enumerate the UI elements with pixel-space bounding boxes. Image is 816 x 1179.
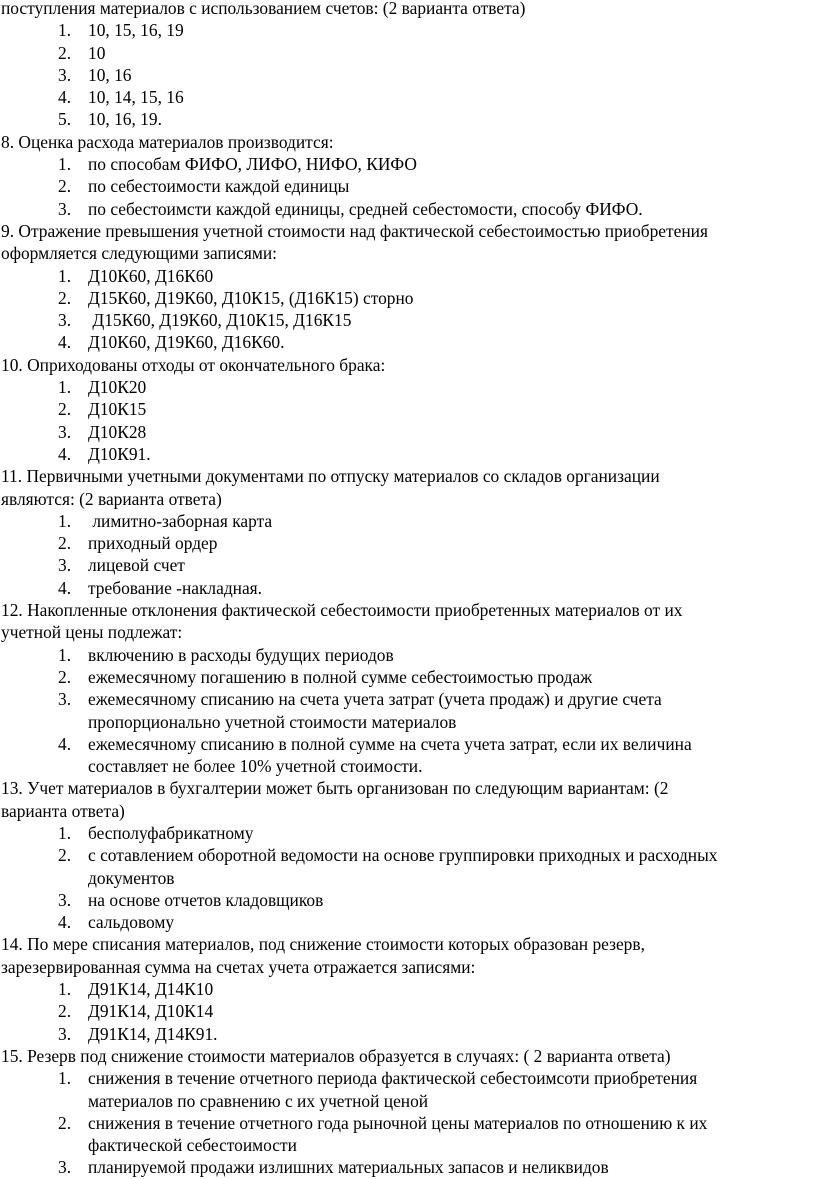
answer-option-text: планируемой продажи излишних материальных запасов и неликвидов xyxy=(88,1157,609,1178)
answer-option-number: 4. xyxy=(58,912,72,933)
answer-option-text: ежемесячному списанию в полной сумме на счета учета затрат, если их величина xyxy=(88,733,692,754)
answer-option-number: 2. xyxy=(58,42,72,63)
answer-option xyxy=(0,978,816,1000)
answer-option-text: 10 xyxy=(88,42,106,63)
answer-option-number: 3. xyxy=(58,555,72,576)
answer-option xyxy=(0,889,816,911)
answer-option-number: 3. xyxy=(58,64,72,85)
answer-option xyxy=(0,510,816,532)
answer-option-number: 2. xyxy=(58,533,72,554)
answer-option-continuation: документов xyxy=(88,867,175,888)
answer-option-number: 1. xyxy=(58,154,72,175)
answer-option xyxy=(0,265,816,287)
answer-option-number: 3. xyxy=(58,889,72,910)
answer-option-text: снижения в течение отчетного периода фактической себестоимсоти приобретения xyxy=(88,1068,698,1089)
question-text: поступления материалов с использованием счетов: (2 варианта ответа) xyxy=(1,0,526,18)
answer-option xyxy=(0,64,816,86)
answer-option-number: 3. xyxy=(58,421,72,442)
answer-option xyxy=(0,19,816,41)
answer-option xyxy=(0,331,816,353)
answer-option-text: по себестоимсти каждой единицы, средней себестомости, способу ФИФО. xyxy=(88,198,643,219)
question-text: учетной цены подлежат: xyxy=(1,622,183,643)
answer-option-number: 3. xyxy=(58,1023,72,1044)
answer-option-text: бесполуфабрикатному xyxy=(88,822,254,843)
answer-option xyxy=(0,911,816,933)
answer-option-number: 1. xyxy=(58,979,72,1000)
answer-option-text: приходный ордер xyxy=(88,533,218,554)
answer-option-text: Д10К20 xyxy=(88,377,147,398)
answer-option-number: 2. xyxy=(58,399,72,420)
answer-option-number: 4. xyxy=(58,733,72,754)
answer-option xyxy=(0,198,816,220)
answer-option-continuation: фактической себестоимости xyxy=(88,1135,297,1156)
answer-option xyxy=(0,108,816,130)
answer-option-text: 10, 16, 19. xyxy=(88,109,162,130)
answer-option xyxy=(0,1067,816,1089)
answer-option-number: 3. xyxy=(58,198,72,219)
answer-option-text: лицевой счет xyxy=(88,555,185,576)
question-text: варианта ответа) xyxy=(1,800,125,821)
answer-option-number: 2. xyxy=(58,176,72,197)
answer-option-continuation: материалов по сравнению с их учетной ценой xyxy=(88,1090,429,1111)
answer-option-number: 3. xyxy=(58,689,72,710)
answer-option xyxy=(0,1023,816,1045)
answer-option-text: по себестоимости каждой единицы xyxy=(88,176,350,197)
answer-option-number: 4. xyxy=(58,577,72,598)
answer-option-text: Д10К15 xyxy=(88,399,147,420)
answer-option-text: 10, 14, 15, 16 xyxy=(88,87,184,108)
answer-option-text: 10, 15, 16, 19 xyxy=(88,20,184,41)
answer-option xyxy=(0,1000,816,1022)
question-text: 10. Оприходованы отходы от окончательного брака: xyxy=(1,354,386,375)
question-text: 8. Оценка расхода материалов производится: xyxy=(1,131,334,152)
answer-option-text: снижения в течение отчетного года рыночной цены материалов по отношению к их xyxy=(88,1112,708,1133)
answer-option-text: на основе отчетов кладовщиков xyxy=(88,889,324,910)
answer-option-text: лимитно-заборная карта xyxy=(88,510,273,531)
question-text: 13. Учет материалов в бухгалтерии может быть организован по следующим вариантам: (2 xyxy=(1,778,669,799)
answer-option-text: Д15К60, Д19К60, Д10К15, (Д16К15) сторно xyxy=(88,287,414,308)
answer-option-number: 5. xyxy=(58,109,72,130)
answer-option-number: 1. xyxy=(58,644,72,665)
answer-option-text: Д10К91. xyxy=(88,443,151,464)
answer-option xyxy=(0,1112,816,1134)
answer-option-number: 2. xyxy=(58,1112,72,1133)
answer-option-text: Д10К60, Д16К60 xyxy=(88,265,214,286)
answer-option xyxy=(0,688,816,710)
answer-option-text: Д15К60, Д19К60, Д10К15, Д16К15 xyxy=(88,310,352,331)
answer-option-number: 3. xyxy=(58,310,72,331)
answer-option-text: 10, 16 xyxy=(88,64,132,85)
answer-option-continuation: пропорционально учетной стоимости материалов xyxy=(88,711,457,732)
answer-option xyxy=(0,577,816,599)
answer-option xyxy=(0,844,816,866)
answer-option-text: ежемесячному списанию на счета учета затрат (учета продаж) и другие счета xyxy=(88,689,662,710)
answer-option xyxy=(0,644,816,666)
answer-option-number: 1. xyxy=(58,1068,72,1089)
answer-option-number: 4. xyxy=(58,332,72,353)
answer-option-number: 2. xyxy=(58,666,72,687)
answer-option-number: 2. xyxy=(58,1001,72,1022)
question-text: 14. По мере списания материалов, под снижение стоимости которых образован резерв, xyxy=(1,934,645,955)
answer-option xyxy=(0,532,816,554)
answer-option-text: Д91К14, Д14К10 xyxy=(88,979,214,1000)
answer-option xyxy=(0,42,816,64)
answer-option xyxy=(0,733,816,755)
question-text: 15. Резерв под снижение стоимости материалов образуется в случаях: ( 2 варианта ответа) xyxy=(1,1045,671,1066)
answer-option-number: 3. xyxy=(58,1157,72,1178)
answer-option xyxy=(0,443,816,465)
answer-option-text: с сотавлением оборотной ведомости на основе группировки приходных и расходных xyxy=(88,845,718,866)
question-text: 11. Первичными учетными документами по отпуску материалов со складов организации xyxy=(1,466,660,487)
answer-option xyxy=(0,86,816,108)
answer-option-number: 1. xyxy=(58,20,72,41)
answer-option-text: Д91К14, Д10К14 xyxy=(88,1001,214,1022)
question-text: оформляется следующими записями: xyxy=(1,243,277,264)
answer-option-continuation: составляет не более 10% учетной стоимости. xyxy=(88,756,423,777)
answer-option xyxy=(0,287,816,309)
answer-option-number: 4. xyxy=(58,443,72,464)
question-text: являются: (2 варианта ответа) xyxy=(1,488,222,509)
answer-option xyxy=(0,666,816,688)
question-text: 12. Накопленные отклонения фактической себестоимости приобретенных материалов от их xyxy=(1,600,683,621)
answer-option-number: 1. xyxy=(58,265,72,286)
answer-option-text: Д91К14, Д14К91. xyxy=(88,1023,218,1044)
answer-option xyxy=(0,554,816,576)
answer-option xyxy=(0,421,816,443)
answer-option-number: 4. xyxy=(58,87,72,108)
answer-option-number: 1. xyxy=(58,822,72,843)
answer-option-text: по способам ФИФО, ЛИФО, НИФО, КИФО xyxy=(88,154,417,175)
answer-option-text: требование -накладная. xyxy=(88,577,263,598)
question-text: зарезервированная сумма на счетах учета отражается записями: xyxy=(1,956,476,977)
answer-option-text: включению в расходы будущих периодов xyxy=(88,644,394,665)
answer-option xyxy=(0,153,816,175)
answer-option-text: Д10К60, Д19К60, Д16К60. xyxy=(88,332,285,353)
answer-option-text: сальдовому xyxy=(88,912,175,933)
answer-option xyxy=(0,398,816,420)
answer-option-text: Д10К28 xyxy=(88,421,147,442)
answer-option-text: ежемесячному погашению в полной сумме себестоимостью продаж xyxy=(88,666,593,687)
answer-option-number: 1. xyxy=(58,510,72,531)
answer-option xyxy=(0,309,816,331)
answer-option xyxy=(0,376,816,398)
answer-option-number: 2. xyxy=(58,845,72,866)
question-text: 9. Отражение превышения учетной стоимости над фактической себестоимостью приобретения xyxy=(1,220,708,241)
answer-option-number: 2. xyxy=(58,287,72,308)
answer-option xyxy=(0,822,816,844)
answer-option xyxy=(0,1156,816,1178)
answer-option xyxy=(0,175,816,197)
answer-option-number: 1. xyxy=(58,377,72,398)
